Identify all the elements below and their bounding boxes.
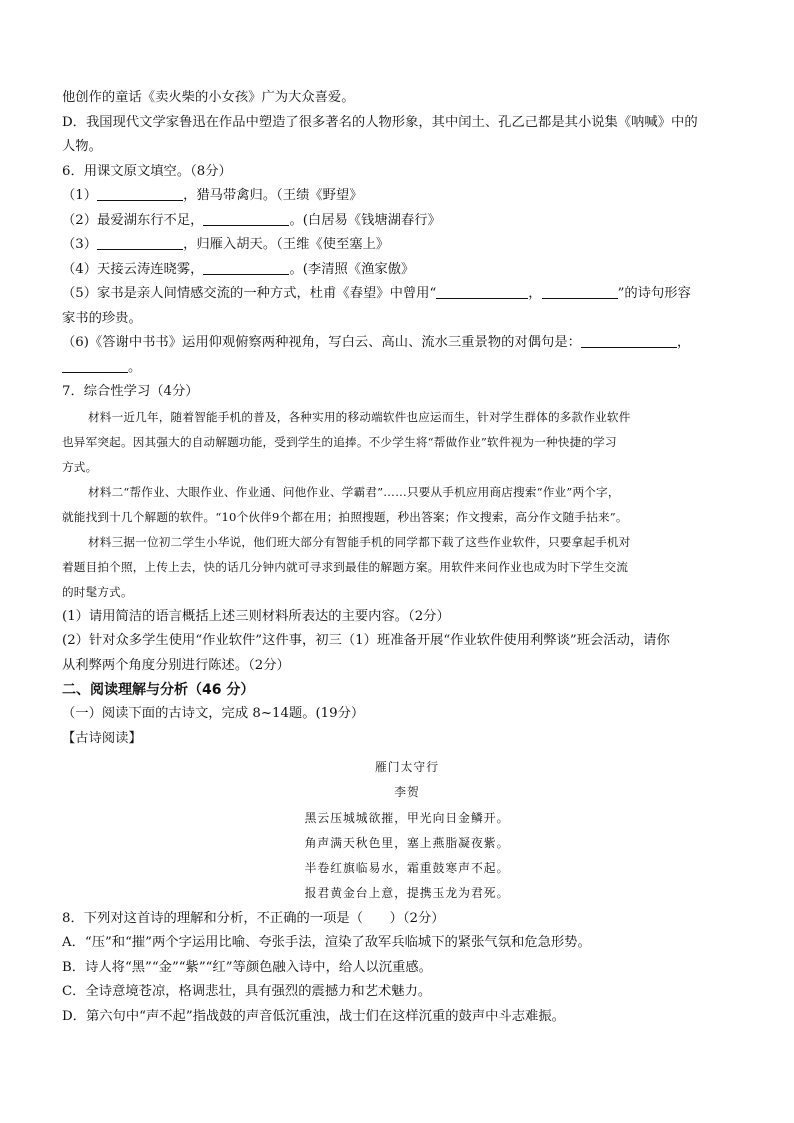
q6-item-4-text-before: （4）天接云涛连晓雾， <box>62 261 204 277</box>
poem-title: 雁门太守行 <box>375 760 439 774</box>
poetry-reading-label: 【古诗阅读】 <box>62 730 142 746</box>
q5-option-d-line1: D．我国现代文学家鲁迅在作品中塑造了很多著名的人物形象，其中闰土、孔乙己都是其小说集《呐喊》中的 <box>62 114 698 130</box>
exam-page <box>62 86 742 1029</box>
fill-blank[interactable] <box>97 235 183 250</box>
q7-title: 7．综合性学习（4分） <box>62 384 199 399</box>
q6-item-4 <box>62 258 742 283</box>
fill-blank[interactable] <box>203 260 289 275</box>
q7-material-1-line3: 方式。 <box>62 459 98 474</box>
fill-blank[interactable] <box>62 358 128 373</box>
q7-material-1-line1: 材料一近几年，随着智能手机的普及，各种实用的移动端软件也应运而生，针对学生群体的多款作业软件 <box>88 409 631 424</box>
q8-option-c: C．全诗意境苍凉，格调悲壮，具有强烈的震撼力和艺术魅力。 <box>62 984 432 1000</box>
q6-item-5-text-before: （5）家书是亲人间情感交流的一种方式，杜甫《春望》中曾用“ <box>62 286 437 301</box>
q7-subquestion-2-line2: 从利弊两个角度分别进行陈述。（2分） <box>62 657 290 673</box>
q6-item-6-line2 <box>62 356 742 381</box>
fill-blank[interactable] <box>97 186 183 201</box>
poem-line: 半卷红旗临易水，霜重鼓寒声不起。 <box>304 861 510 876</box>
poem-line: 角声满天秋色里，塞上燕脂凝夜紫。 <box>304 835 510 850</box>
q6-item-5-text-after: ”的诗句形容 <box>617 286 691 301</box>
q7-material-2-line2: 就能找到十几个解题的软件。“10个伙伴9个都在用；拍照搜题，秒出答案；作文搜索，高分作文随手拈来”。 <box>62 509 628 524</box>
q7-subquestion-2-line1: (2）针对众多学生使用“作业软件”这件事，初三（1）班准备开展“作业软件使用利弊谈”班会活动，请你 <box>62 633 670 648</box>
q8-option-d: D．第六句中“声不起”指战鼓的声音低沉重浊，战士们在这样沉重的鼓声中斗志难振。 <box>62 1008 565 1024</box>
q6-item-2 <box>62 209 742 234</box>
q6-item-1 <box>62 184 742 209</box>
poem-author: 李贺 <box>394 785 420 800</box>
fill-blank[interactable] <box>203 211 289 226</box>
section-2-subtitle: （一）阅读下面的古诗文，完成 8~14题。(19分） <box>62 706 365 721</box>
q5-option-d-line2: 人物。 <box>62 139 102 154</box>
q5-continuation: 他创作的童话《卖火柴的小女孩》广为大众喜爱。 <box>62 90 355 105</box>
q8-option-b: B．诗人将“黑”“金”“紫”“红”等颜色融入诗中，给人以沉重感。 <box>62 959 432 975</box>
poem-line: 黑云压城城欲摧，甲光向日金鳞开。 <box>304 810 510 825</box>
q7-material-3-line2: 着题目拍个照，上传上去，快的话几分钟内就可寻求到最佳的解题方案。用软件来问作业也成为时下学生交流 <box>62 559 629 574</box>
q6-item-5 <box>62 282 742 307</box>
fill-blank[interactable] <box>436 284 528 299</box>
q6-item-2-text-before: （2）最爱湖东行不足， <box>62 212 204 228</box>
q6-item-6-comma: ， <box>676 335 691 350</box>
q6-item-5-line2: 家书的珍贵。 <box>62 310 142 326</box>
q6-item-4-text-after: 。(李清照《渔家傲》 <box>289 261 415 277</box>
fill-blank[interactable] <box>581 333 677 348</box>
poem-line: 报君黄金台上意，提携玉龙为君死。 <box>304 886 510 901</box>
section-2-title: 二、阅读理解与分析（46 分） <box>62 682 255 698</box>
q6-item-6-period: 。 <box>128 359 142 375</box>
q7-material-2-line1: 材料二“帮作业、大眼作业、作业通、问他作业、学霸君”……只要从手机应用商店搜索“作业”两个字， <box>88 484 620 499</box>
q7-material-3-line3: 的时髦方式。 <box>62 584 133 599</box>
q7-material-1-line2: 也异军突起。因其强大的自动解题功能，受到学生的追捧。不少学生将“帮做作业”软件视为一种快捷的学习 <box>62 434 617 449</box>
q6-item-6-text-before: （6)《答谢中书书》运用仰观俯察两种视角，写白云、高山、流水三重景物的对偶句是： <box>62 335 581 350</box>
fill-blank[interactable] <box>542 284 618 299</box>
q8-option-a: A．“压”和“摧”两个字运用比喻、夸张手法，渲染了敌军兵临城下的紧张气氛和危急形势。 <box>62 935 591 951</box>
q6-item-1-text: ，猎马带禽归。（王绩《野望》 <box>183 188 363 203</box>
q6-item-3 <box>62 233 742 258</box>
q6-item-1-number: （1） <box>62 188 98 203</box>
q6-title: 6．用课文原文填空。（8分） <box>62 163 232 179</box>
q6-item-3-text: ，归雁入胡天。（王维《使至塞上》 <box>183 237 390 252</box>
q6-item-5-comma: ， <box>528 286 542 301</box>
q7-material-3-line1: 材料三据一位初二学生小华说，他们班大部分有智能手机的同学都下载了这些作业软件，只要拿起手机对 <box>88 534 631 549</box>
q7-subquestion-1: (1）请用简洁的语言概括上述三则材料所表达的主要内容。（2分） <box>62 608 450 624</box>
q6-item-3-number: （3） <box>62 237 98 252</box>
q6-item-2-text-after: 。(白居易《钱塘湖春行》 <box>289 212 441 228</box>
q6-item-6 <box>62 331 742 356</box>
q8-stem: 8．下列对这首诗的理解和分析，不正确的一项是（ ）（2分） <box>62 910 445 926</box>
